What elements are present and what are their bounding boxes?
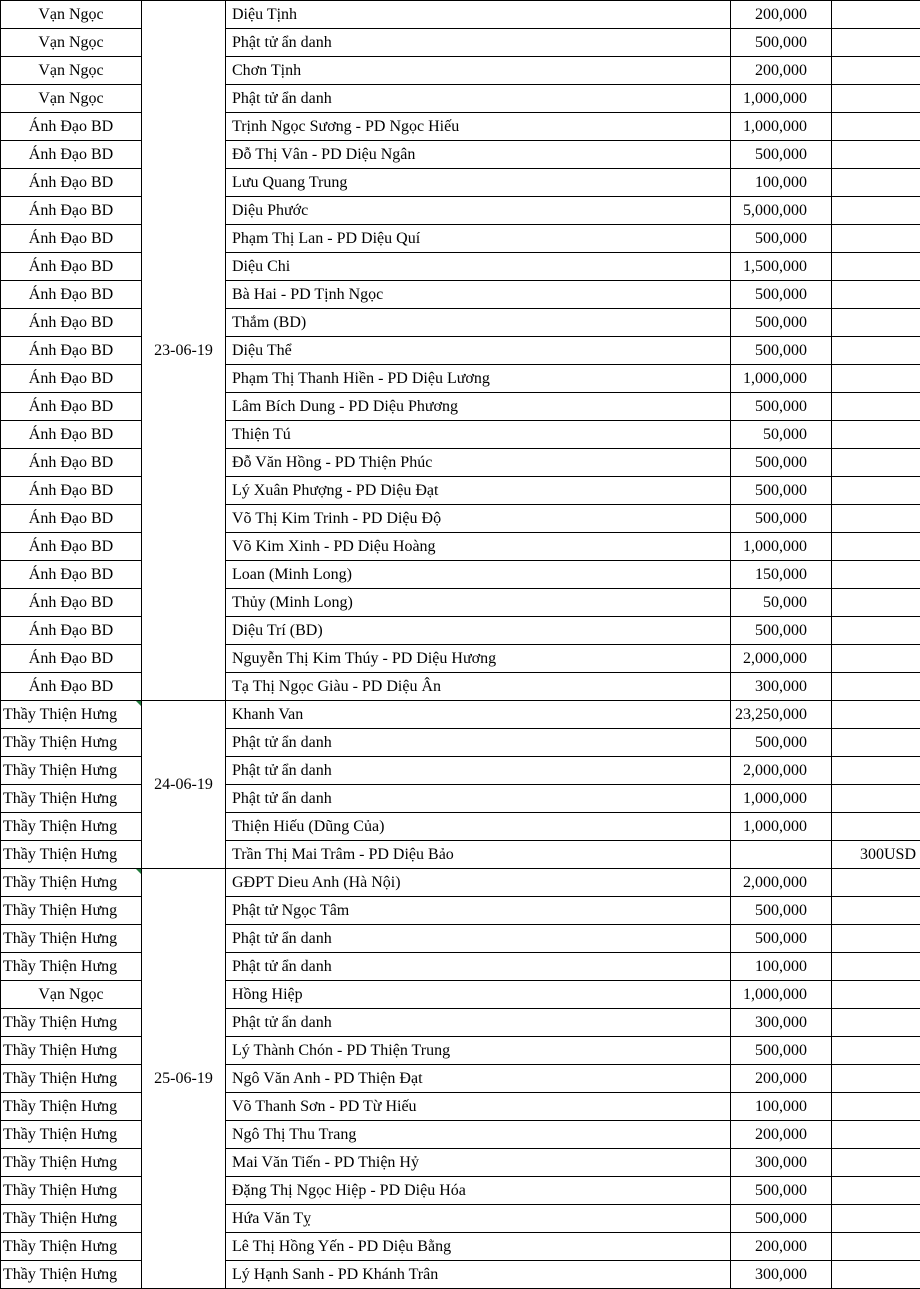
foreign-amount-cell[interactable] (832, 897, 920, 925)
amount-cell[interactable]: 500,000 (731, 309, 832, 337)
amount-cell[interactable]: 300,000 (731, 1009, 832, 1037)
amount-cell[interactable]: 1,000,000 (731, 813, 832, 841)
source-cell[interactable]: Ánh Đạo BD (1, 477, 142, 505)
donor-name-cell[interactable]: Diệu Trí (BD) (226, 617, 731, 645)
foreign-amount-cell[interactable] (832, 1233, 920, 1261)
amount-cell[interactable]: 500,000 (731, 505, 832, 533)
foreign-amount-cell[interactable] (832, 309, 920, 337)
amount-cell[interactable]: 50,000 (731, 421, 832, 449)
foreign-amount-cell[interactable] (832, 365, 920, 393)
foreign-amount-cell[interactable] (832, 1261, 920, 1289)
donor-name-cell[interactable]: Phật tử ẩn danh (226, 29, 731, 57)
amount-cell[interactable]: 1,500,000 (731, 253, 832, 281)
source-cell[interactable]: Vạn Ngọc (1, 85, 142, 113)
table-row (1, 925, 920, 953)
foreign-amount-cell[interactable] (832, 1009, 920, 1037)
donor-name-cell[interactable]: Diệu Phước (226, 197, 731, 225)
foreign-amount-cell[interactable] (832, 169, 920, 197)
donor-name-cell[interactable]: Loan (Minh Long) (226, 561, 731, 589)
foreign-amount-cell[interactable] (832, 393, 920, 421)
donor-name-cell[interactable]: Lý Hạnh Sanh - PD Khánh Trân (226, 1261, 731, 1289)
foreign-amount-cell[interactable] (832, 561, 920, 589)
donor-name-cell[interactable]: Hồng Hiệp (226, 981, 731, 1009)
donor-name-cell[interactable]: Nguyễn Thị Kim Thúy - PD Diệu Hương (226, 645, 731, 673)
source-cell[interactable]: Thầy Thiện Hưng (1, 1093, 142, 1121)
amount-cell[interactable]: 100,000 (731, 953, 832, 981)
table-row (1, 1177, 920, 1205)
source-cell[interactable]: Ánh Đạo BD (1, 197, 142, 225)
foreign-amount-cell[interactable] (832, 477, 920, 505)
table-row (1, 841, 920, 869)
table-row (1, 617, 920, 645)
source-cell[interactable]: Thầy Thiện Hưng (1, 1177, 142, 1205)
foreign-amount-cell[interactable] (832, 701, 920, 729)
donor-name-cell[interactable]: Phật tử Ngọc Tâm (226, 897, 731, 925)
amount-cell[interactable]: 200,000 (731, 1121, 832, 1149)
donor-name-cell[interactable]: GĐPT Dieu Anh (Hà Nội) (226, 869, 731, 897)
table-row (1, 253, 920, 281)
source-cell[interactable]: Ánh Đạo BD (1, 141, 142, 169)
source-cell[interactable]: Thầy Thiện Hưng (1, 925, 142, 953)
source-cell[interactable]: Thầy Thiện Hưng (1, 785, 142, 813)
donor-name-cell[interactable]: Thắm (BD) (226, 309, 731, 337)
source-cell[interactable]: Ánh Đạo BD (1, 281, 142, 309)
foreign-amount-cell[interactable]: 300USD (832, 841, 920, 869)
table-row (1, 533, 920, 561)
foreign-amount-cell[interactable] (832, 1149, 920, 1177)
table-row (1, 1149, 920, 1177)
table-row (1, 421, 920, 449)
amount-cell[interactable]: 500,000 (731, 477, 832, 505)
donor-name-cell[interactable]: Ngô Văn Anh - PD Thiện Đạt (226, 1065, 731, 1093)
table-row (1, 1037, 920, 1065)
table-row (1, 505, 920, 533)
amount-cell[interactable]: 1,000,000 (731, 113, 832, 141)
foreign-amount-cell[interactable] (832, 925, 920, 953)
foreign-amount-cell[interactable] (832, 869, 920, 897)
source-cell[interactable]: Thầy Thiện Hưng (1, 701, 142, 729)
table-row (1, 589, 920, 617)
table-row (1, 897, 920, 925)
source-cell[interactable]: Vạn Ngọc (1, 57, 142, 85)
foreign-amount-cell[interactable] (832, 1, 920, 29)
date-cell[interactable]: 25-06-19 (142, 869, 226, 1289)
source-cell[interactable]: Thầy Thiện Hưng (1, 1037, 142, 1065)
donation-rows (1, 1, 920, 1289)
source-cell[interactable]: Ánh Đạo BD (1, 533, 142, 561)
table-row (1, 561, 920, 589)
source-cell[interactable]: Vạn Ngọc (1, 981, 142, 1009)
table-row (1, 225, 920, 253)
amount-cell[interactable]: 500,000 (731, 393, 832, 421)
amount-cell[interactable]: 200,000 (731, 1065, 832, 1093)
foreign-amount-cell[interactable] (832, 253, 920, 281)
foreign-amount-cell[interactable] (832, 589, 920, 617)
donor-name-cell[interactable]: Võ Kim Xinh - PD Diệu Hoàng (226, 533, 731, 561)
source-cell[interactable]: Thầy Thiện Hưng (1, 757, 142, 785)
source-cell[interactable]: Thầy Thiện Hưng (1, 953, 142, 981)
source-cell[interactable]: Ánh Đạo BD (1, 449, 142, 477)
table-row (1, 141, 920, 169)
source-cell[interactable]: Ánh Đạo BD (1, 337, 142, 365)
donor-name-cell[interactable]: Phật tử ẩn danh (226, 1009, 731, 1037)
donor-name-cell[interactable]: Phạm Thị Lan - PD Diệu Quí (226, 225, 731, 253)
source-cell[interactable]: Thầy Thiện Hưng (1, 1149, 142, 1177)
amount-cell[interactable]: 500,000 (731, 617, 832, 645)
source-cell[interactable]: Thầy Thiện Hưng (1, 1121, 142, 1149)
table-row (1, 337, 920, 365)
donor-name-cell[interactable]: Thủy (Minh Long) (226, 589, 731, 617)
donor-name-cell[interactable]: Thiện Hiếu (Dũng Của) (226, 813, 731, 841)
donor-name-cell[interactable]: Diệu Chi (226, 253, 731, 281)
amount-cell[interactable]: 500,000 (731, 337, 832, 365)
source-cell[interactable]: Thầy Thiện Hưng (1, 1009, 142, 1037)
donor-name-cell[interactable]: Hứa Văn Tỵ (226, 1205, 731, 1233)
foreign-amount-cell[interactable] (832, 813, 920, 841)
amount-cell[interactable]: 500,000 (731, 449, 832, 477)
foreign-amount-cell[interactable] (832, 505, 920, 533)
donor-name-cell[interactable]: Lâm Bích Dung - PD Diệu Phương (226, 393, 731, 421)
source-cell[interactable]: Thầy Thiện Hưng (1, 729, 142, 757)
foreign-amount-cell[interactable] (832, 337, 920, 365)
table-row (1, 197, 920, 225)
donor-name-cell[interactable]: Trần Thị Mai Trâm - PD Diệu Bảo (226, 841, 731, 869)
source-cell[interactable]: Ánh Đạo BD (1, 169, 142, 197)
table-row (1, 309, 920, 337)
amount-cell[interactable]: 50,000 (731, 589, 832, 617)
foreign-amount-cell[interactable] (832, 729, 920, 757)
amount-cell[interactable]: 300,000 (731, 1261, 832, 1289)
foreign-amount-cell[interactable] (832, 533, 920, 561)
foreign-amount-cell[interactable] (832, 1177, 920, 1205)
amount-cell[interactable]: 200,000 (731, 1233, 832, 1261)
donor-name-cell[interactable]: Diệu Tịnh (226, 1, 731, 29)
amount-cell[interactable]: 150,000 (731, 561, 832, 589)
table-row (1, 981, 920, 1009)
amount-cell[interactable]: 500,000 (731, 141, 832, 169)
source-cell[interactable]: Thầy Thiện Hưng (1, 813, 142, 841)
donor-name-cell[interactable]: Đỗ Văn Hồng - PD Thiện Phúc (226, 449, 731, 477)
amount-cell[interactable]: 1,000,000 (731, 365, 832, 393)
amount-cell[interactable]: 500,000 (731, 29, 832, 57)
date-cell[interactable]: 24-06-19 (142, 701, 226, 869)
donor-name-cell[interactable]: Phật tử ẩn danh (226, 953, 731, 981)
source-cell[interactable]: Thầy Thiện Hưng (1, 897, 142, 925)
donor-name-cell[interactable]: Lưu Quang Trung (226, 169, 731, 197)
source-cell[interactable]: Vạn Ngọc (1, 29, 142, 57)
amount-cell[interactable]: 200,000 (731, 1, 832, 29)
donor-name-cell[interactable]: Bà Hai - PD Tịnh Ngọc (226, 281, 731, 309)
amount-cell[interactable]: 100,000 (731, 1093, 832, 1121)
donor-name-cell[interactable]: Ngô Thị Thu Trang (226, 1121, 731, 1149)
foreign-amount-cell[interactable] (832, 785, 920, 813)
donor-name-cell[interactable]: Tạ Thị Ngọc Giàu - PD Diệu Ân (226, 673, 731, 701)
foreign-amount-cell[interactable] (832, 1037, 920, 1065)
table-row (1, 869, 920, 897)
donor-name-cell[interactable]: Trịnh Ngọc Sương - PD Ngọc Hiếu (226, 113, 731, 141)
amount-cell[interactable]: 100,000 (731, 169, 832, 197)
source-cell[interactable]: Ánh Đạo BD (1, 561, 142, 589)
source-cell[interactable]: Ánh Đạo BD (1, 421, 142, 449)
donor-name-cell[interactable]: Lý Xuân Phượng - PD Diệu Đạt (226, 477, 731, 505)
amount-cell[interactable]: 2,000,000 (731, 757, 832, 785)
donor-name-cell[interactable]: Chơn Tịnh (226, 57, 731, 85)
source-cell[interactable]: Thầy Thiện Hưng (1, 1233, 142, 1261)
table-row (1, 785, 920, 813)
foreign-amount-cell[interactable] (832, 449, 920, 477)
donor-name-cell[interactable]: Diệu Thể (226, 337, 731, 365)
donor-name-cell[interactable]: Đặng Thị Ngọc Hiệp - PD Diệu Hóa (226, 1177, 731, 1205)
donor-name-cell[interactable]: Thiện Tú (226, 421, 731, 449)
source-cell[interactable]: Thầy Thiện Hưng (1, 869, 142, 897)
amount-cell[interactable]: 500,000 (731, 1177, 832, 1205)
table-row (1, 29, 920, 57)
source-cell[interactable]: Thầy Thiện Hưng (1, 841, 142, 869)
table-row (1, 1205, 920, 1233)
foreign-amount-cell[interactable] (832, 981, 920, 1009)
amount-cell[interactable] (731, 841, 832, 869)
foreign-amount-cell[interactable] (832, 757, 920, 785)
table-row (1, 701, 920, 729)
source-cell[interactable]: Vạn Ngọc (1, 1, 142, 29)
amount-cell[interactable]: 300,000 (731, 1149, 832, 1177)
amount-cell[interactable]: 500,000 (731, 925, 832, 953)
amount-cell[interactable]: 2,000,000 (731, 869, 832, 897)
source-cell[interactable]: Thầy Thiện Hưng (1, 1065, 142, 1093)
donor-name-cell[interactable]: Khanh Van (226, 701, 731, 729)
table-row (1, 757, 920, 785)
source-cell[interactable]: Thầy Thiện Hưng (1, 1205, 142, 1233)
table-row (1, 365, 920, 393)
source-cell[interactable]: Ánh Đạo BD (1, 645, 142, 673)
donor-name-cell[interactable]: Lê Thị Hồng Yến - PD Diệu Bằng (226, 1233, 731, 1261)
amount-cell[interactable]: 200,000 (731, 57, 832, 85)
amount-cell[interactable]: 500,000 (731, 729, 832, 757)
foreign-amount-cell[interactable] (832, 281, 920, 309)
donor-name-cell[interactable]: Lý Thành Chón - PD Thiện Trung (226, 1037, 731, 1065)
table-row (1, 813, 920, 841)
amount-cell[interactable]: 500,000 (731, 1205, 832, 1233)
donor-name-cell[interactable]: Phật tử ẩn danh (226, 925, 731, 953)
foreign-amount-cell[interactable] (832, 645, 920, 673)
source-cell[interactable]: Ánh Đạo BD (1, 673, 142, 701)
amount-cell[interactable]: 500,000 (731, 225, 832, 253)
source-cell[interactable]: Ánh Đạo BD (1, 617, 142, 645)
source-cell[interactable]: Ánh Đạo BD (1, 589, 142, 617)
donor-name-cell[interactable]: Mai Văn Tiến - PD Thiện Hỷ (226, 1149, 731, 1177)
amount-cell[interactable]: 1,000,000 (731, 533, 832, 561)
donor-name-cell[interactable]: Phật tử ẩn danh (226, 85, 731, 113)
table-row (1, 1009, 920, 1037)
source-cell[interactable]: Ánh Đạo BD (1, 309, 142, 337)
table-row (1, 113, 920, 141)
table-row (1, 477, 920, 505)
source-cell[interactable]: Ánh Đạo BD (1, 393, 142, 421)
source-cell[interactable]: Ánh Đạo BD (1, 253, 142, 281)
amount-cell[interactable]: 1,000,000 (731, 85, 832, 113)
table-row (1, 85, 920, 113)
foreign-amount-cell[interactable] (832, 29, 920, 57)
foreign-amount-cell[interactable] (832, 1065, 920, 1093)
donor-name-cell[interactable]: Phật tử ẩn danh (226, 729, 731, 757)
table-row (1, 1093, 920, 1121)
foreign-amount-cell[interactable] (832, 197, 920, 225)
table-row (1, 953, 920, 981)
source-cell[interactable]: Ánh Đạo BD (1, 113, 142, 141)
foreign-amount-cell[interactable] (832, 1205, 920, 1233)
foreign-amount-cell[interactable] (832, 57, 920, 85)
amount-cell[interactable]: 23,250,000 (731, 701, 832, 729)
donor-name-cell[interactable]: Phạm Thị Thanh Hiền - PD Diệu Lương (226, 365, 731, 393)
table-row (1, 393, 920, 421)
table-row (1, 281, 920, 309)
donor-name-cell[interactable]: Võ Thanh Sơn - PD Từ Hiếu (226, 1093, 731, 1121)
foreign-amount-cell[interactable] (832, 673, 920, 701)
foreign-amount-cell[interactable] (832, 617, 920, 645)
foreign-amount-cell[interactable] (832, 421, 920, 449)
table-row (1, 449, 920, 477)
donor-name-cell[interactable]: Võ Thị Kim Trinh - PD Diệu Độ (226, 505, 731, 533)
table-row (1, 57, 920, 85)
source-cell[interactable]: Thầy Thiện Hưng (1, 1261, 142, 1289)
table-row (1, 645, 920, 673)
amount-cell[interactable]: 5,000,000 (731, 197, 832, 225)
table-row (1, 169, 920, 197)
foreign-amount-cell[interactable] (832, 225, 920, 253)
table-row (1, 1121, 920, 1149)
table-row (1, 1233, 920, 1261)
foreign-amount-cell[interactable] (832, 113, 920, 141)
table-row (1, 729, 920, 757)
amount-cell[interactable]: 500,000 (731, 1037, 832, 1065)
source-cell[interactable]: Ánh Đạo BD (1, 505, 142, 533)
amount-cell[interactable]: 500,000 (731, 897, 832, 925)
source-cell[interactable]: Ánh Đạo BD (1, 225, 142, 253)
donor-name-cell[interactable]: Đỗ Thị Vân - PD Diệu Ngân (226, 141, 731, 169)
table-row (1, 1, 920, 29)
table-row (1, 1065, 920, 1093)
amount-cell[interactable]: 300,000 (731, 673, 832, 701)
foreign-amount-cell[interactable] (832, 1121, 920, 1149)
table-row (1, 673, 920, 701)
donor-name-cell[interactable]: Phật tử ẩn danh (226, 757, 731, 785)
date-cell[interactable]: 23-06-19 (142, 1, 226, 701)
amount-cell[interactable]: 1,000,000 (731, 981, 832, 1009)
foreign-amount-cell[interactable] (832, 953, 920, 981)
foreign-amount-cell[interactable] (832, 1093, 920, 1121)
source-cell[interactable]: Ánh Đạo BD (1, 365, 142, 393)
foreign-amount-cell[interactable] (832, 141, 920, 169)
amount-cell[interactable]: 2,000,000 (731, 645, 832, 673)
donor-name-cell[interactable]: Phật tử ẩn danh (226, 785, 731, 813)
amount-cell[interactable]: 1,000,000 (731, 785, 832, 813)
foreign-amount-cell[interactable] (832, 85, 920, 113)
table-row (1, 1261, 920, 1289)
amount-cell[interactable]: 500,000 (731, 281, 832, 309)
